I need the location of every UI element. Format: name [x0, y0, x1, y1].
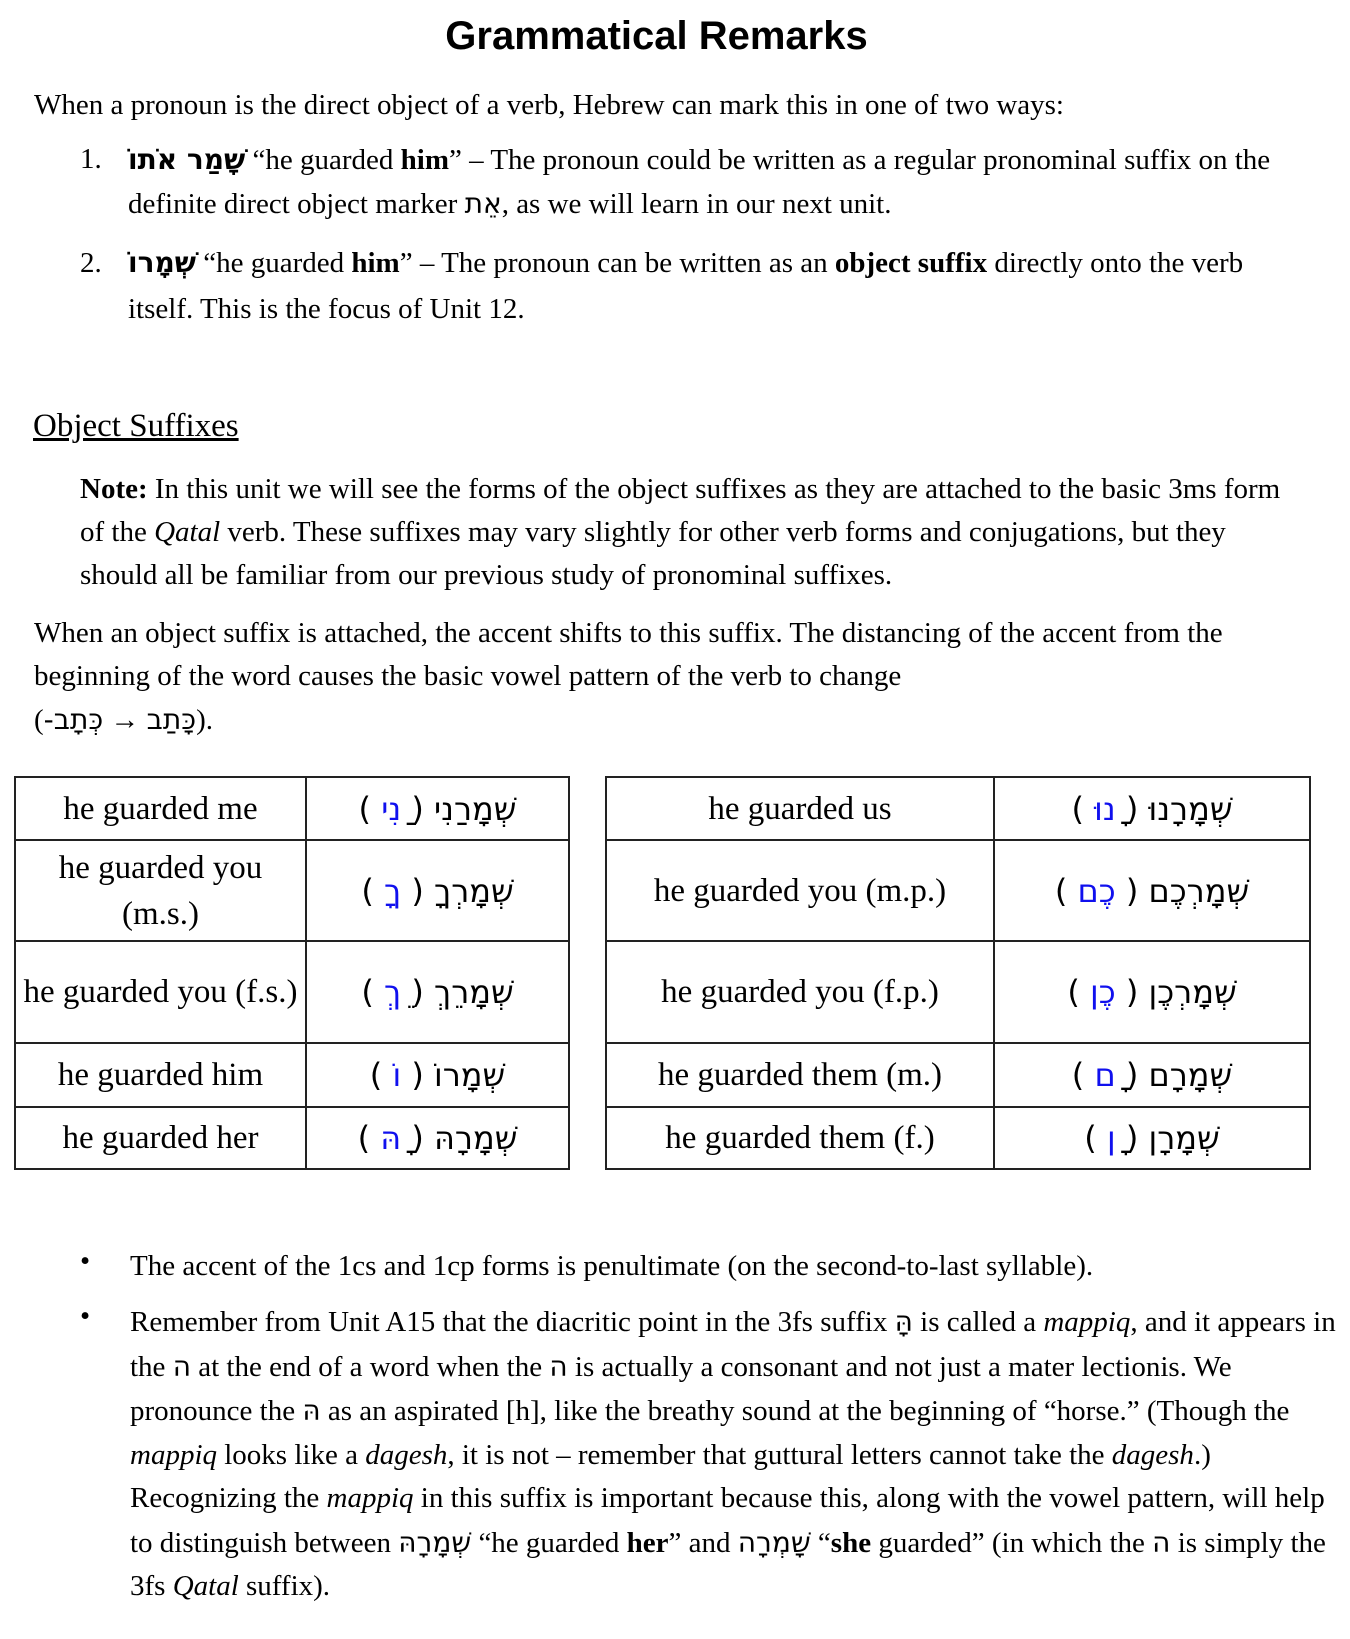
- english-gloss: he guarded her: [15, 1107, 306, 1169]
- hebrew-word: כָּתַב: [146, 703, 197, 736]
- english-gloss: he guarded him: [15, 1043, 306, 1107]
- note-text: In this unit we will see the forms of the object suffixes as they are attached to the basic 3ms form of the: [80, 473, 1281, 548]
- suffix: ָן: [1106, 1119, 1116, 1157]
- gloss: ” – The pronoun can be written as an: [399, 247, 835, 279]
- table-row: [15, 941, 569, 1043]
- gloss: , as we will learn in our next unit.: [501, 188, 892, 220]
- table-row: [15, 1043, 569, 1107]
- bullet-icon: •: [80, 1245, 91, 1277]
- suffix: כֶם: [1077, 871, 1116, 910]
- table-row: [606, 941, 1310, 1043]
- hebrew-form: שְׁמָרְכֶן ( כֶן ): [994, 941, 1310, 1043]
- verb-form: שְׁמָרָם: [1148, 1056, 1233, 1094]
- verb-form: שְׁמָרַנִי: [434, 789, 517, 828]
- list-number: 2.: [80, 247, 102, 279]
- gloss: “he guarded: [195, 247, 352, 279]
- paren: ).: [196, 704, 213, 736]
- verb-form: שְׁמָרְכֶן: [1148, 973, 1237, 1011]
- table-row: [606, 840, 1310, 941]
- hebrew-form: שְׁמָרַנִי ( ַנִי ): [306, 777, 569, 840]
- hebrew-phrase: שָׁמַר אֹתוֹ: [128, 143, 246, 176]
- note-label: Note:: [80, 473, 148, 505]
- english-gloss: he guarded them (m.): [606, 1043, 994, 1107]
- table-row: [606, 777, 1310, 840]
- verb-form: שְׁמָרָנוּ: [1148, 789, 1233, 828]
- note-text: verb. These suffixes may vary slightly for other verb forms and conjugations, but they should all be familiar from our previous study of pronominal suffixes.: [80, 516, 1226, 591]
- list-item-1: [80, 138, 1278, 226]
- hebrew-form: שְׁמָרֵךְ ( ֵךְ ): [306, 941, 569, 1043]
- bullet-text: The accent of the 1cs and 1cp forms is penultimate (on the second-to-last syllable).: [130, 1250, 1094, 1282]
- gloss-bold: him: [400, 144, 449, 176]
- english-gloss: he guarded them (f.): [606, 1107, 994, 1169]
- intro-text: When a pronoun is the direct object of a verb, Hebrew can mark this in one of two ways:: [34, 89, 1064, 121]
- page-title: Grammatical Remarks: [445, 14, 868, 58]
- suffix-table-plural: [605, 776, 1311, 1170]
- list-item-2: [80, 240, 1278, 332]
- arrow-icon: →: [110, 704, 140, 736]
- gloss-bold: object suffix: [834, 247, 988, 279]
- hebrew-form: שְׁמָרָהּ ( ָהּ ): [306, 1107, 569, 1169]
- hebrew-form: שְׁמָרָנוּ ( ָנוּ ): [994, 777, 1310, 840]
- english-gloss: he guarded you (f.s.): [15, 941, 306, 1043]
- suffix: ךָ: [383, 871, 402, 910]
- accent-text: When an object suffix is attached, the accent shifts to this suffix. The distancing of the accent from the beginning of the word causes the basic vowel pattern of the verb to change: [34, 617, 1223, 692]
- hebrew-marker: אֵת: [464, 187, 502, 220]
- section-heading: Object Suffixes: [33, 408, 239, 444]
- gloss: directly onto the verb itself. This is the focus of Unit 12.: [128, 247, 1244, 325]
- hebrew-word: כְּתָב-: [43, 703, 104, 736]
- verb-form: שְׁמָרָן: [1148, 1119, 1220, 1157]
- hebrew-word: שְׁמָרוֹ: [128, 246, 196, 279]
- english-gloss: he guarded you (m.s.): [15, 840, 306, 941]
- suffix: ָהּ: [380, 1119, 402, 1157]
- note-paragraph: [80, 468, 1295, 597]
- suffix: ָם: [1094, 1056, 1116, 1094]
- hebrew-form: שְׁמָרוֹ ( וֹ ): [306, 1043, 569, 1107]
- bullet-icon: •: [80, 1300, 91, 1332]
- suffix: ֵךְ: [383, 973, 402, 1011]
- english-gloss: he guarded us: [606, 777, 994, 840]
- table-row: [606, 1043, 1310, 1107]
- hebrew-form: שְׁמָרְךָ ( ךָ ): [306, 840, 569, 941]
- verb-form: שְׁמָרָהּ: [434, 1119, 518, 1157]
- suffix: וֹ: [392, 1056, 402, 1094]
- suffix: ָנוּ: [1094, 789, 1116, 828]
- paren: (: [34, 704, 44, 736]
- verb-form: שְׁמָרְכֶם: [1148, 871, 1250, 910]
- english-gloss: he guarded you (f.p.): [606, 941, 994, 1043]
- hebrew-form: שְׁמָרָם ( ָם ): [994, 1043, 1310, 1107]
- gloss: ” – The pronoun could be written as a regular pronominal suffix on the definite direct object marker: [128, 144, 1271, 220]
- verb-form: שְׁמָרְךָ: [434, 871, 514, 910]
- suffix-table-singular: [14, 776, 570, 1170]
- note-italic: Qatal: [154, 516, 221, 548]
- english-gloss: he guarded me: [15, 777, 306, 840]
- verb-form: שְׁמָרֵךְ: [434, 973, 514, 1011]
- gloss-bold: him: [351, 247, 400, 279]
- hebrew-form: שְׁמָרְכֶם ( כֶם ): [994, 840, 1310, 941]
- table-row: [15, 1107, 569, 1169]
- suffix: ַנִי: [381, 789, 402, 828]
- suffix: כֶן: [1090, 973, 1116, 1011]
- verb-form: שְׁמָרוֹ: [434, 1056, 506, 1094]
- list-number: 1.: [80, 143, 102, 175]
- table-row: [15, 777, 569, 840]
- gloss: “he guarded: [245, 144, 401, 176]
- table-row: [606, 1107, 1310, 1169]
- accent-paragraph: [34, 612, 1264, 742]
- english-gloss: he guarded you (m.p.): [606, 840, 994, 941]
- bullet-text: Remember from Unit A15 that the diacritic point in the 3fs suffix ָהּ is called a mappiq, and it appears in the ה at the end of a word when the ה is actually a consonant and not just a mater lectionis. We pronounce the הּ as an aspirated [h], like the breathy sound at the beginning of “horse.” (Though the mappiq looks like a dagesh, it is not – remember that guttural letters cannot take the dagesh.) Recognizing the mappiq in this suffix is important because this, along with the vowel pattern, will help to distinguish between שְׁמָרָהּ “he guarded her” and שָׁמְרָה “she guarded” (in which the ה is simply the 3fs Qatal suffix).: [130, 1305, 1336, 1602]
- hebrew-form: שְׁמָרָן ( ָן ): [994, 1107, 1310, 1169]
- table-row: [15, 840, 569, 941]
